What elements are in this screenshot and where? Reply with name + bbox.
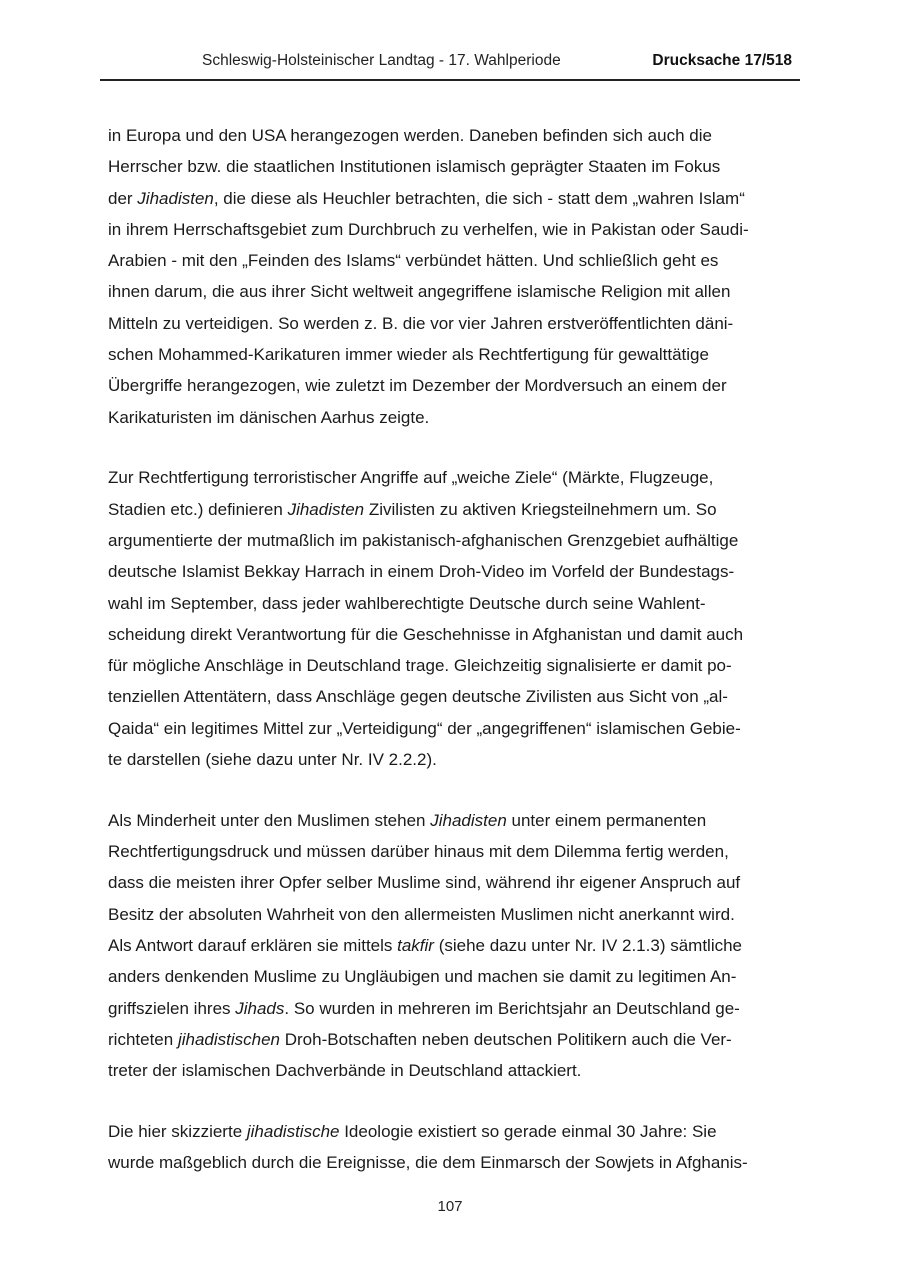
text-line	[108, 993, 798, 1024]
italic-term: Jihadisten	[137, 188, 214, 208]
text-run: (siehe dazu unter Nr. IV 2.1.3) sämtliche	[433, 935, 743, 955]
text-run: Qaida“ ein legitimes Mittel zur „Verteidigung“ der „angegriffenen“ islamischen Gebie-	[108, 718, 741, 738]
text-run: unter einem permanenten	[506, 810, 707, 830]
header-title: Schleswig-Holsteinischer Landtag - 17. Wahlperiode	[202, 52, 561, 69]
italic-term: jihadistische	[246, 1121, 340, 1141]
text-run: schen Mohammed-Karikaturen immer wieder als Rechtfertigung für gewalttätige	[108, 345, 709, 365]
italic-term: Jihads	[235, 998, 285, 1018]
text-run: Zivilisten zu aktiven Kriegsteilnehmern um. So	[364, 499, 717, 519]
text-line	[108, 339, 798, 370]
text-run: Mitteln zu verteidigen. So werden z. B. die vor vier Jahren erstveröffentlichten däni-	[108, 313, 734, 333]
text-line	[108, 556, 798, 587]
text-run: Als Antwort darauf erklären sie mittels	[108, 935, 398, 955]
text-line	[108, 308, 798, 339]
text-run: dass die meisten ihrer Opfer selber Muslime sind, während ihr eigener Anspruch auf	[108, 873, 741, 893]
paragraph	[108, 805, 798, 1087]
text-line	[108, 462, 798, 493]
page-header	[100, 0, 800, 81]
text-line	[108, 867, 798, 898]
text-line	[108, 805, 798, 836]
text-run: tenziellen Attentätern, dass Anschläge gegen deutsche Zivilisten aus Sicht von „al-	[108, 687, 728, 707]
text-line	[108, 245, 798, 276]
text-line	[108, 276, 798, 307]
text-line	[108, 1116, 798, 1147]
document-body	[108, 120, 798, 1178]
text-line	[108, 525, 798, 556]
text-run: , die diese als Heuchler betrachten, die sich - statt dem „wahren Islam“	[213, 188, 745, 208]
text-run: Übergriffe herangezogen, wie zuletzt im Dezember der Mordversuch an einem der	[108, 376, 727, 396]
text-run: . So wurden in mehreren im Berichtsjahr an Deutschland ge-	[284, 998, 740, 1018]
italic-term: Jihadisten	[287, 499, 365, 519]
text-run: Herrscher bzw. die staatlichen Institutionen islamisch geprägter Staaten im Fokus	[108, 157, 721, 177]
text-run: richteten	[108, 1029, 178, 1049]
text-run: in ihrem Herrschaftsgebiet zum Durchbruch zu verhelfen, wie in Pakistan oder Saudi-	[108, 219, 749, 239]
text-line	[108, 899, 798, 930]
text-run: anders denkenden Muslime zu Ungläubigen und machen sie damit zu legitimen An-	[108, 967, 737, 987]
text-line	[108, 1147, 798, 1178]
text-run: deutsche Islamist Bekkay Harrach in einem Droh-Video im Vorfeld der Bundestags-	[108, 562, 735, 582]
italic-term: jihadistischen	[177, 1029, 280, 1049]
paragraph	[108, 120, 798, 433]
text-line	[108, 619, 798, 650]
text-run: in Europa und den USA herangezogen werden. Daneben befinden sich auch die	[108, 126, 712, 145]
text-line	[108, 961, 798, 992]
text-line	[108, 151, 798, 182]
text-line	[108, 713, 798, 744]
text-run: Zur Rechtfertigung terroristischer Angriffe auf „weiche Ziele“ (Märkte, Flugzeuge,	[108, 468, 714, 488]
text-line	[108, 1024, 798, 1055]
text-run: argumentierte der mutmaßlich im pakistanisch-afghanischen Grenzgebiet aufhältige	[108, 530, 739, 550]
paragraph-gap	[108, 1086, 798, 1115]
header-doc-number: Drucksache 17/518	[652, 52, 792, 69]
text-line	[108, 836, 798, 867]
text-run: wurde maßgeblich durch die Ereignisse, die dem Einmarsch der Sowjets in Afghanis-	[108, 1153, 748, 1173]
paragraph	[108, 462, 798, 775]
text-run: Die hier skizzierte	[108, 1121, 247, 1141]
text-run: Besitz der absoluten Wahrheit von den allermeisten Muslimen nicht anerkannt wird.	[108, 904, 735, 924]
text-line	[108, 120, 798, 151]
text-run: ihnen darum, die aus ihrer Sicht weltweit angegriffene islamische Religion mit allen	[108, 282, 731, 302]
text-run: für mögliche Anschläge in Deutschland trage. Gleichzeitig signalisierte er damit po-	[108, 656, 732, 676]
text-line	[108, 494, 798, 525]
text-line	[108, 183, 798, 214]
text-run: Ideologie existiert so gerade einmal 30 Jahre: Sie	[339, 1121, 717, 1141]
text-run: Stadien etc.) definieren	[108, 499, 288, 519]
text-line	[108, 588, 798, 619]
text-line	[108, 214, 798, 245]
page-number: 107	[437, 1198, 463, 1215]
text-run: Rechtfertigungsdruck und müssen darüber hinaus mit dem Dilemma fertig werden,	[108, 842, 729, 862]
text-run: treter der islamischen Dachverbände in Deutschland attackiert.	[108, 1061, 582, 1081]
paragraph	[108, 1116, 798, 1179]
italic-term: takfir	[397, 935, 434, 955]
paragraph-gap	[108, 775, 798, 804]
paragraph-gap	[108, 433, 798, 462]
text-run: scheidung direkt Verantwortung für die Geschehnisse in Afghanistan und damit auch	[108, 624, 744, 644]
text-line	[108, 402, 798, 433]
text-line	[108, 650, 798, 681]
text-run: Als Minderheit unter den Muslimen stehen	[108, 810, 431, 830]
text-run: wahl im September, dass jeder wahlberechtigte Deutsche durch seine Wahlent-	[108, 593, 706, 613]
text-run: te darstellen (siehe dazu unter Nr. IV 2.2.2).	[108, 750, 437, 770]
text-run: Arabien - mit den „Feinden des Islams“ verbündet hätten. Und schließlich geht es	[108, 251, 719, 271]
italic-term: Jihadisten	[430, 810, 507, 830]
text-run: der	[108, 188, 138, 208]
text-run: Droh-Botschaften neben deutschen Politikern auch die Ver-	[280, 1029, 732, 1049]
text-run: griffszielen ihres	[108, 998, 236, 1018]
text-line	[108, 681, 798, 712]
text-line	[108, 930, 798, 961]
text-line	[108, 744, 798, 775]
text-line	[108, 370, 798, 401]
text-run: Karikaturisten im dänischen Aarhus zeigte.	[108, 407, 430, 427]
text-line	[108, 1055, 798, 1086]
